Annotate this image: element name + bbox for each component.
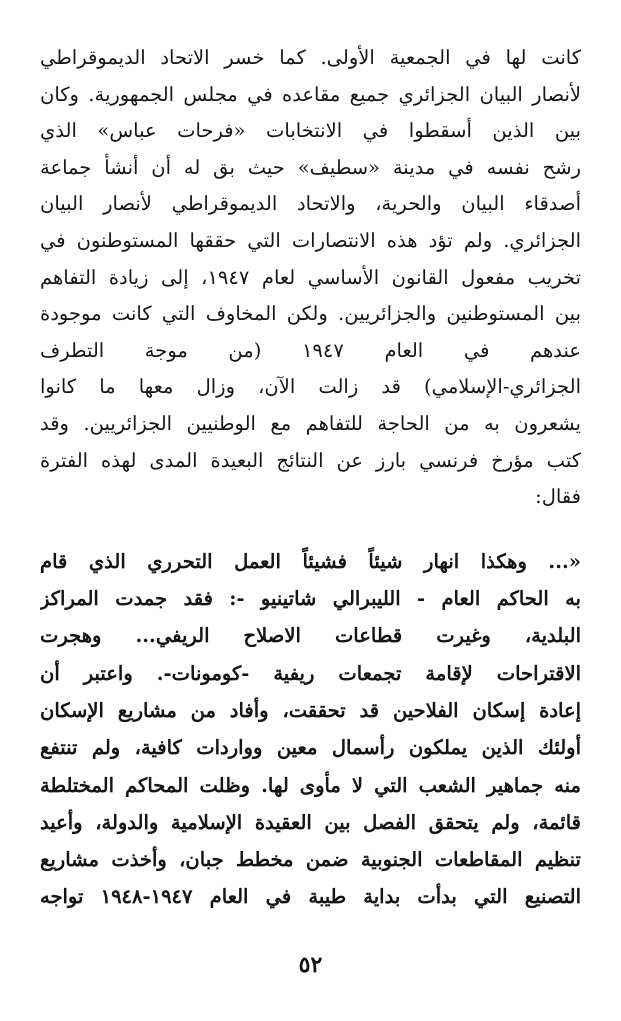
text-line: فقال: [535, 485, 581, 509]
page-number: ٥٢ [298, 952, 323, 978]
text-line: بين المستوطنين والجزائريين. ولكن المخاوف التي كانت موجودة [40, 302, 581, 326]
text-line: عندهم في العام ١٩٤٧ (من موجة التطرف [40, 338, 581, 362]
body-paragraph [40, 40, 581, 516]
text-line: تخريب مفعول القانون الأساسي لعام ١٩٤٧، إلى زيادة التفاهم [40, 265, 581, 289]
quote-line: الاقتراحات لإقامة تجمعات ريفية -كومونات-. واعتبر أن [40, 661, 581, 685]
quote-line: منه جماهير الشعب التي لا مأوى لها. وظلت المحاكم المختلطة [40, 773, 581, 797]
quoted-passage [40, 543, 581, 916]
quote-line: إعادة إسكان الفلاحين قد تحققت، وأفاد من مشاريع الإسكان [40, 698, 581, 722]
text-line: يشعرون به من الحاجة للتفاهم مع الوطنيين الجزائريين. وقد [40, 411, 581, 435]
text-line: كانت لها في الجمعية الأولى. كما خسر الاتحاد الديموقراطي [40, 46, 581, 69]
text-line: كتب مؤرخ فرنسي بارز عن النتائج البعيدة المدى لهذه الفترة [40, 448, 581, 472]
quote-line: التصنيع التي بدأت بداية طيبة في العام ١٩٤٧-١٩٤٨ تواجه [40, 885, 581, 909]
quote-line: البلدية، وغيرت قطاعات الاصلاح الريفي... وهجرت [40, 624, 581, 648]
quote-line: به الحاكم العام - الليبرالي شاتينيو -: فقد جمدت المراكز [40, 587, 581, 611]
text-line: رشح نفسه في مدينة «سطيف» حيث بق له أن أنشأ جماعة [40, 155, 581, 179]
text-line: لأنصار البيان الجزائري جميع مقاعده في مجلس الجمهورية. وكان [40, 82, 581, 106]
text-line: أصدقاء البيان والحرية، والاتحاد الديموقراطي لأنصار البيان [40, 192, 581, 216]
quote-line: تنظيم المقاطعات الجنوبية ضمن مخطط جبان، وأخذت مشاريع [40, 848, 581, 872]
quote-line: قائمة، ولم يتحقق الفصل بين العقيدة الإسلامية والدولة، وأعيد [40, 810, 581, 834]
quote-line: أولئك الذين يملكون رأسمال معين وواردات كافية، ولم تنتفع [40, 736, 581, 760]
text-line: الجزائري. ولم تؤد هذه الانتصارات التي حققها المستوطنون في [40, 228, 581, 252]
text-line: بين الذين أسقطوا في الانتخابات «فرحات عباس» الذي [40, 119, 581, 143]
text-line: الجزائري-الإسلامي) قد زالت الآن، وزال معها ما كانوا [40, 375, 581, 399]
quote-line: «... وهكذا انهار شيئاً فشيئاً العمل التحرري الذي قام [40, 549, 581, 573]
